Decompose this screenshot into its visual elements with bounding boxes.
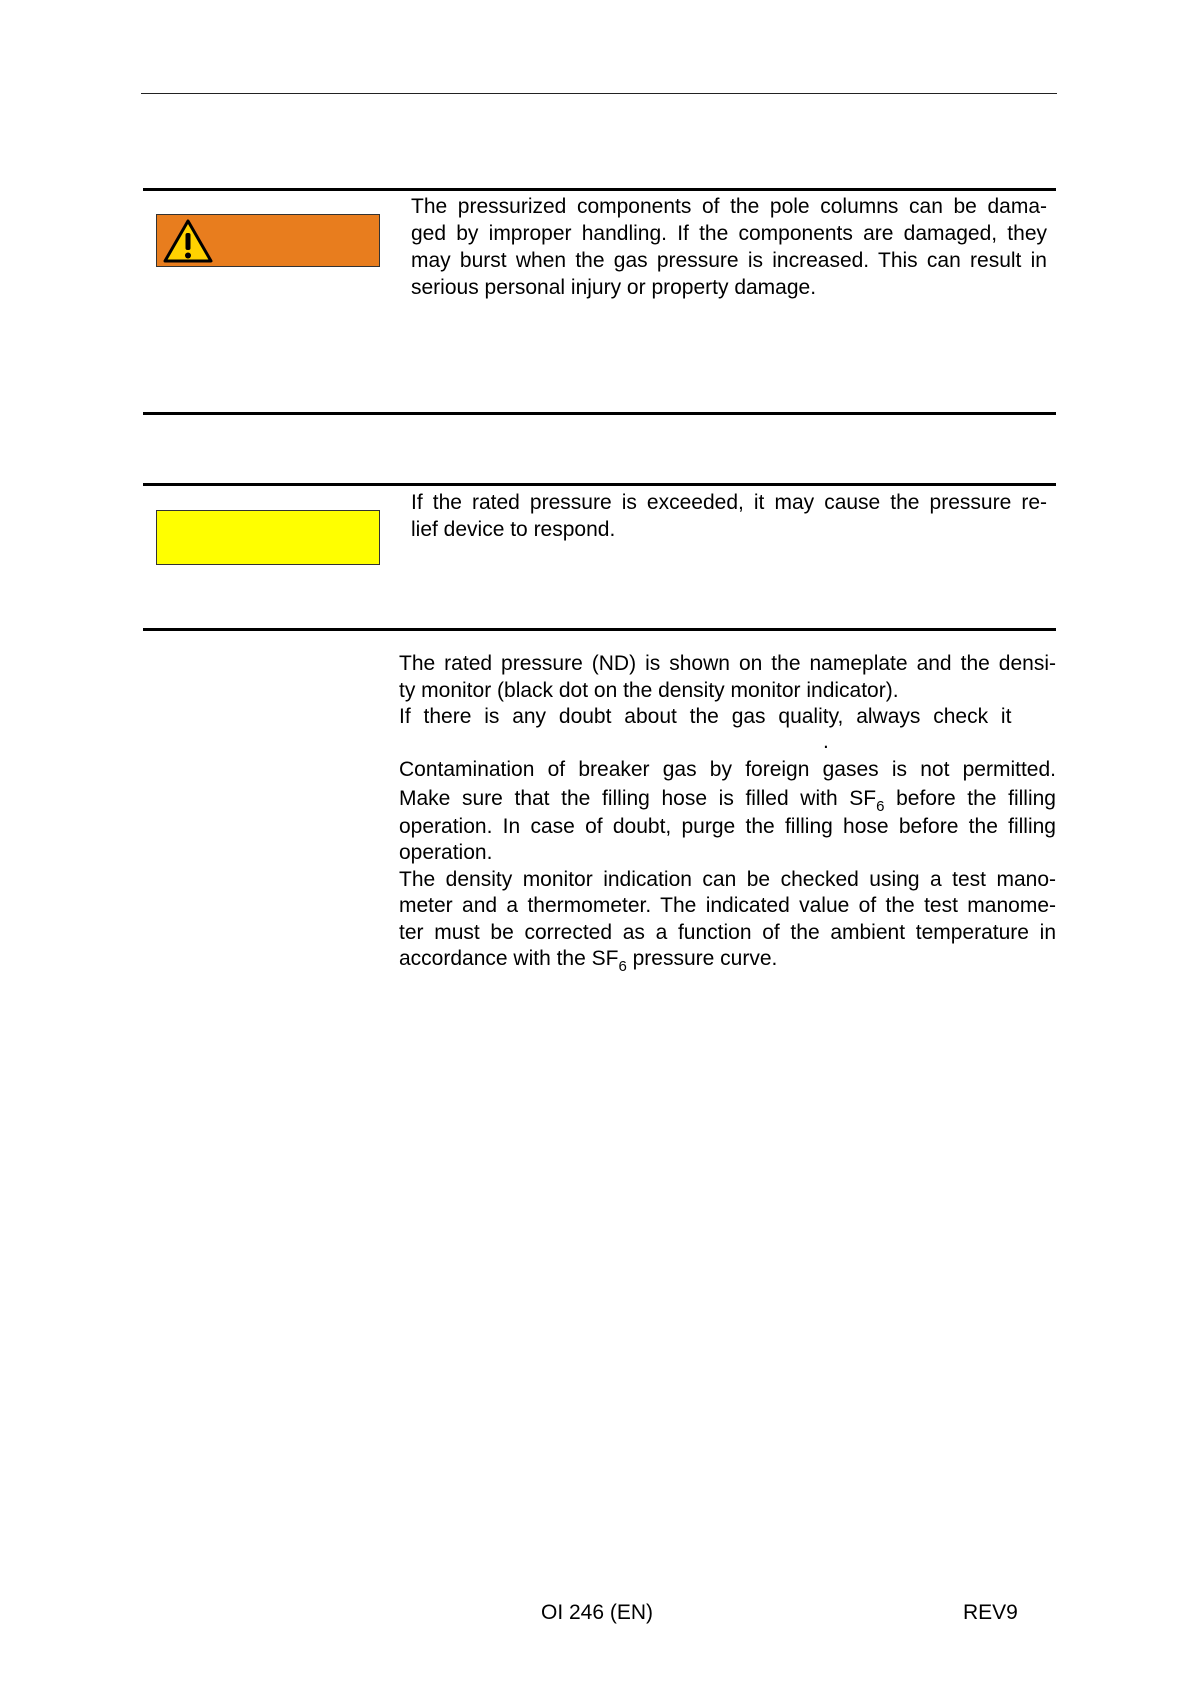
caution-sign (156, 510, 380, 565)
body-line (399, 731, 1056, 758)
body-line-part: pressure curve. (626, 947, 778, 970)
body-text (399, 651, 1056, 973)
header-rule (141, 93, 1057, 94)
body-line (399, 784, 1056, 814)
body-dot: . (823, 729, 829, 753)
body-line (399, 946, 1056, 973)
body-line: The density monitor indication can be checked using a test mano- (399, 867, 1056, 891)
caution-message (411, 489, 1047, 543)
body-line-part: accordance with the SF (399, 947, 619, 970)
body-line: ty monitor (black dot on the density monitor indicator). (399, 678, 899, 702)
body-line: The rated pressure (ND) is shown on the nameplate and the densi- (399, 652, 1056, 675)
body-line: meter and a thermometer. The indicated value of the test manome- (399, 894, 1056, 917)
warning-line: may burst when the gas pressure is increased. This can result in (411, 249, 1047, 272)
caution-line: lief device to respond. (411, 518, 616, 541)
warning-message (411, 193, 1047, 301)
warning-line: serious personal injury or property damage. (411, 276, 817, 299)
warning-line: ged by improper handling. If the components are damaged, they (411, 222, 1047, 245)
caution-bottom-rule (143, 628, 1056, 631)
warning-bottom-rule (143, 412, 1056, 415)
revision-label: REV9 (963, 1601, 1018, 1624)
body-line: operation. (399, 841, 493, 864)
caution-line: If the rated pressure is exceeded, it may cause the pressure re- (411, 491, 1047, 514)
body-line-part: before the filling (884, 786, 1056, 810)
warning-triangle-icon (162, 218, 214, 264)
caution-top-rule (143, 483, 1056, 486)
document-code: OI 246 (EN) (541, 1601, 654, 1624)
body-line-part: Make sure that the filling hose is filled with SF (399, 786, 877, 810)
body-line (399, 704, 1056, 731)
subscript: 6 (618, 958, 627, 975)
warning-top-rule (143, 188, 1056, 191)
warning-sign (156, 214, 380, 267)
body-line: ter must be corrected as a function of the ambient temperature in (399, 920, 1056, 944)
warning-line: The pressurized components of the pole columns can be dama- (411, 195, 1047, 218)
body-line: operation. In case of doubt, purge the filling hose before the filling (399, 814, 1056, 838)
body-line-text: If there is any doubt about the gas quality, always check it (399, 705, 1012, 728)
subscript: 6 (876, 797, 885, 815)
body-line: Contamination of breaker gas by foreign gases is not permitted. (399, 758, 1056, 781)
